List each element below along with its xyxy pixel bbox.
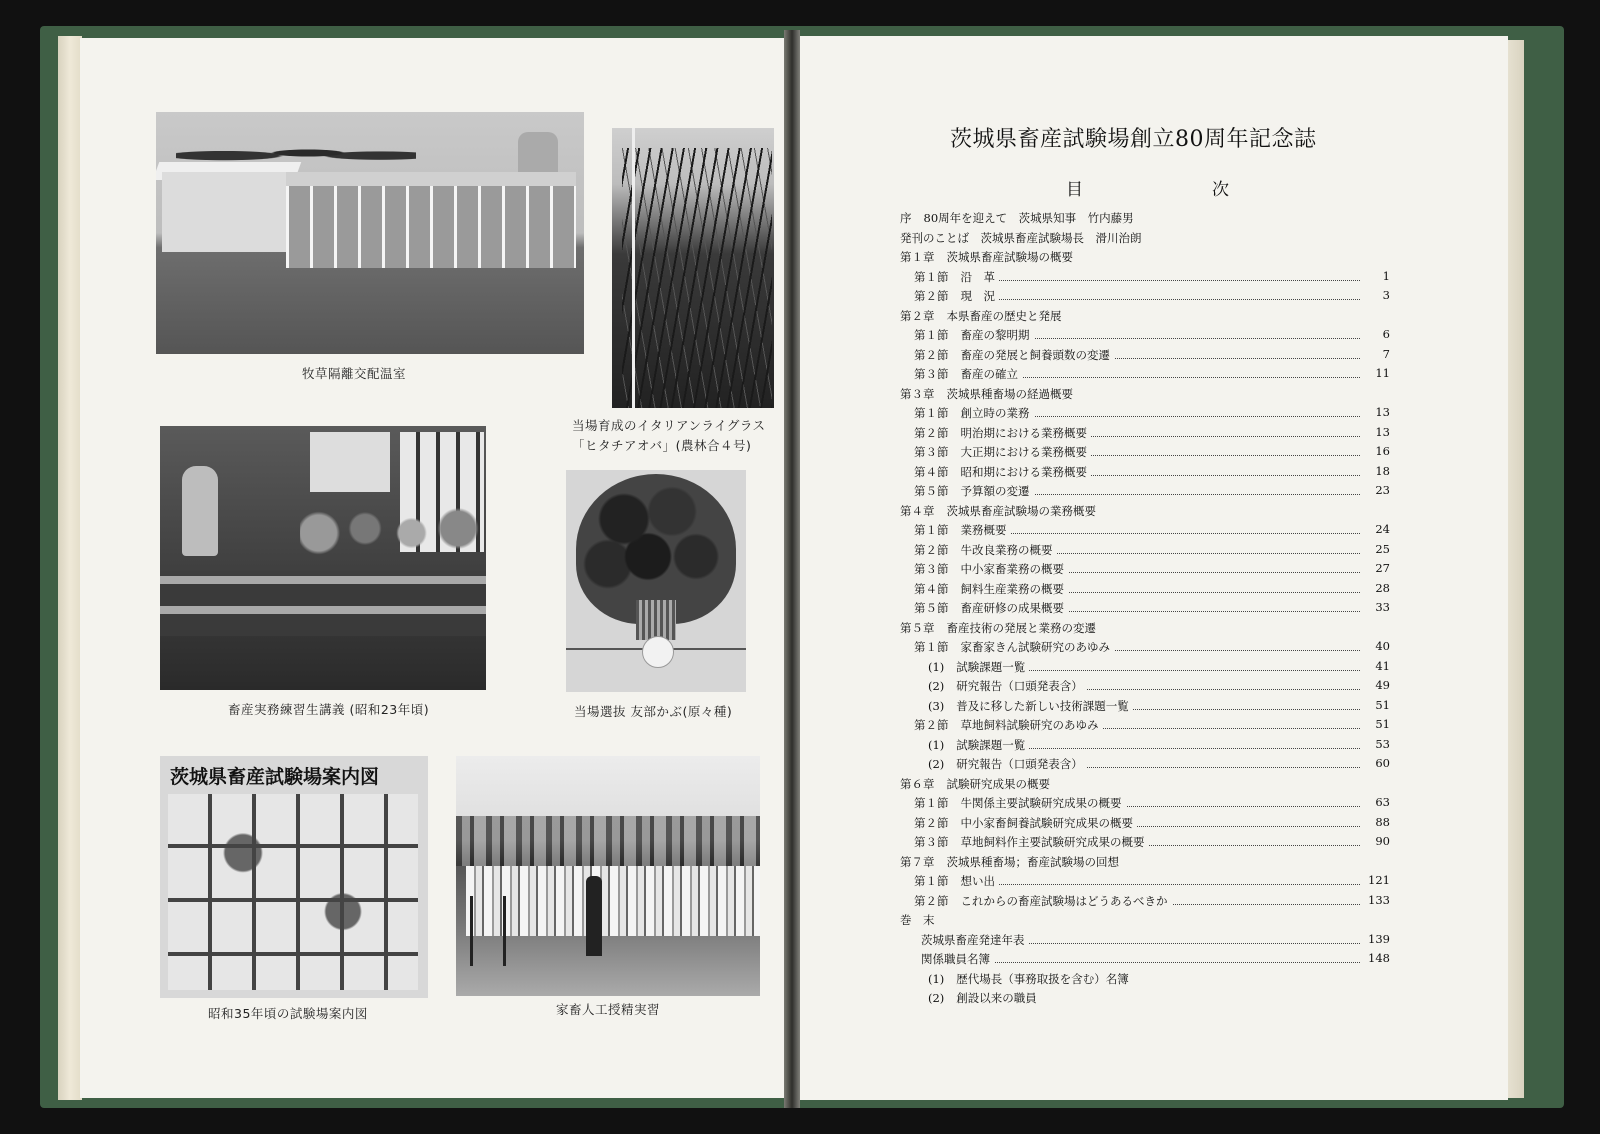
- toc-entry-title: 沿 革: [960, 269, 995, 284]
- toc-page-number: 51: [1362, 717, 1390, 731]
- book-gutter: [784, 30, 800, 1108]
- toc-entry: [900, 249, 1390, 269]
- classroom-lecture-photo: [160, 426, 486, 690]
- toc-entry-title: 試験課題一覧: [956, 659, 1026, 674]
- toc-entry: [900, 210, 1390, 230]
- toc-entry-number: 第３節: [914, 445, 949, 459]
- toc-entry-title: 草地飼料試験研究のあゆみ: [960, 718, 1099, 732]
- toc-entry-text: [914, 288, 999, 304]
- toc-entry: [900, 834, 1390, 854]
- toc-entry-title: 創立時の業務: [960, 406, 1030, 420]
- toc-page-number: 49: [1362, 678, 1390, 692]
- toc-entry-text: [914, 795, 1126, 811]
- toc-entry-title: 牛改良業務の概要: [960, 542, 1053, 557]
- toc-entry: [900, 425, 1390, 445]
- toc-entry-title: 茨城県畜産試験場の業務概要: [946, 503, 1096, 518]
- toc-entry-number: (2): [928, 757, 945, 771]
- toc-entry-number: 第５節: [914, 484, 949, 498]
- toc-entry-text: [914, 425, 1091, 441]
- toc-entry-number: 第１節: [914, 269, 949, 284]
- toc-entry-number: (2): [928, 991, 945, 1005]
- toc-entry-title: 飼料生産業務の概要: [960, 581, 1064, 596]
- toc-entry-text: [914, 873, 999, 889]
- greenhouse-caption: 牧草隔離交配温室: [302, 366, 407, 381]
- toc-entry: [900, 561, 1390, 581]
- toc-entry: [900, 698, 1390, 718]
- toc-entry-text: [914, 464, 1091, 480]
- toc-page-number: 60: [1362, 756, 1390, 770]
- toc-entry-title: 茨城県種畜場の経過概要: [946, 386, 1073, 401]
- toc-entry-text: [900, 503, 1100, 519]
- toc-page-number: 25: [1362, 542, 1390, 556]
- toc-entry: [900, 581, 1390, 601]
- toc-entry-text: [914, 444, 1091, 460]
- toc-entry-number: 第１節: [914, 406, 949, 420]
- toc-entry-title: 昭和期における業務概要: [960, 464, 1087, 479]
- toc-entry-text: [914, 405, 1034, 421]
- toc-entry-number: 第２節: [914, 893, 949, 908]
- toc-entry-text: [900, 230, 1146, 246]
- toc-page-number: 40: [1362, 639, 1390, 653]
- lecture-caption: 畜産実務練習生講義 (昭和23年頃): [228, 702, 430, 717]
- toc-entry-text: [914, 834, 1149, 850]
- toc-entry-number: 第６章: [900, 776, 935, 791]
- toc-entry: [900, 971, 1390, 991]
- left-page-edges: [58, 36, 82, 1100]
- toc-page-number: 11: [1362, 366, 1390, 380]
- book-title: 茨城県畜産試験場創立80周年記念誌: [950, 127, 1317, 152]
- toc-entry: [900, 756, 1390, 776]
- toc-entry-text: [914, 269, 999, 285]
- toc-page-number: 16: [1362, 444, 1390, 458]
- toc-entry-title: 想い出: [960, 874, 995, 888]
- toc-entry: [900, 873, 1390, 893]
- toc-dot-leader: [954, 280, 1360, 281]
- toc-page-number: 1: [1362, 269, 1390, 283]
- toc-entry: [900, 483, 1390, 503]
- toc-entry: [900, 347, 1390, 367]
- greenhouse-photo: [156, 112, 584, 354]
- right-page-edges: [1506, 40, 1524, 1098]
- map-sign-text: 茨城県畜産試験場案内図: [170, 766, 380, 788]
- toc-entry-title: 茨城県種畜場；畜産試験場の回想: [946, 854, 1119, 869]
- toc-entry-title: 茨城県畜産試験場の概要: [946, 250, 1073, 264]
- toc-entry-number: 第１節: [914, 874, 949, 888]
- toc-entry-title: 牛関係主要試験研究成果の概要: [960, 796, 1122, 810]
- toc-entry-number: 第１節: [914, 328, 949, 342]
- toc-entry: [900, 932, 1390, 952]
- toc-entry-number: 第３章: [900, 386, 935, 401]
- toc-entry-number: 巻 末: [900, 913, 935, 927]
- toc-entry: [900, 308, 1390, 328]
- toc-entry-text: [900, 210, 1138, 226]
- toc-entry: [900, 600, 1390, 620]
- toc-page-number: 139: [1362, 932, 1390, 946]
- toc-entry: [900, 659, 1390, 679]
- toc-entry-number: 第１節: [914, 523, 949, 537]
- toc-entry-number: 第７章: [900, 854, 935, 869]
- toc-page-number: 13: [1362, 405, 1390, 419]
- toc-dot-leader: [954, 884, 1360, 885]
- toc-entry-number: 第２節: [914, 347, 949, 362]
- toc-entry-number: 第１節: [914, 640, 949, 654]
- toc-entry-number: 第５節: [914, 601, 949, 615]
- toc-dot-leader: [954, 533, 1360, 534]
- turnip-photo: [566, 470, 746, 692]
- toc-entry-number: 序: [900, 211, 912, 225]
- toc-entry-number: 第５章: [900, 620, 935, 635]
- toc-entry-title: 試験課題一覧: [956, 737, 1026, 752]
- toc-page-number: 90: [1362, 834, 1390, 848]
- toc-entry-number: 第２節: [914, 718, 949, 732]
- toc-page-number: 24: [1362, 522, 1390, 536]
- toc-entry: [900, 990, 1390, 1010]
- toc-entry-title: 創設以来の職員: [956, 991, 1037, 1005]
- toc-entry: [900, 522, 1390, 542]
- toc-entry-title: 草地飼料作主要試験研究成果の概要: [960, 835, 1145, 849]
- toc-entry-text: [928, 990, 1041, 1006]
- toc-entry-text: [900, 912, 951, 928]
- toc-entry-title: 茨城県畜産発達年表: [921, 932, 1025, 947]
- toc-entry-title: 試験研究成果の概要: [946, 776, 1050, 791]
- toc-entry-number: (3): [928, 698, 945, 713]
- toc-entry: [900, 288, 1390, 308]
- toc-entry: [900, 503, 1390, 523]
- toc-page-number: 6: [1362, 327, 1390, 341]
- toc-entry-text: [914, 581, 1068, 597]
- ryegrass-caption-line-2: 「ヒタチアオバ」(農林合４号): [572, 438, 752, 453]
- toc-page-number: 13: [1362, 425, 1390, 439]
- toc-entry-title: 畜産の発展と飼養頭数の変遷: [960, 347, 1110, 362]
- toc-page-number: 88: [1362, 815, 1390, 829]
- toc-entry-text: [914, 815, 1137, 831]
- toc-entry-text: [914, 327, 1034, 343]
- toc-entry-title: 畜産の確立: [960, 367, 1018, 381]
- toc-entry-number: 第４章: [900, 503, 935, 518]
- toc-page-number: 3: [1362, 288, 1390, 302]
- toc-entry-text: [914, 561, 1068, 577]
- toc-entry-number: (2): [928, 679, 945, 693]
- toc-entry: [900, 678, 1390, 698]
- toc-entry-text: [914, 542, 1057, 558]
- toc-entry-text: [914, 639, 1114, 655]
- toc-entry-title: 畜産の黎明期: [960, 328, 1030, 342]
- toc-entry-title: 中小家畜飼養試験研究成果の概要: [960, 815, 1133, 830]
- toc-entry: [900, 776, 1390, 796]
- toc-entry-number: (1): [928, 659, 945, 674]
- insemination-caption: 家畜人工授精実習: [556, 1002, 661, 1017]
- toc-entry: [900, 854, 1390, 874]
- toc-entry-title: 関係職員名簿: [921, 952, 990, 966]
- toc-entry: [900, 444, 1390, 464]
- toc-entry-text: [921, 932, 1029, 948]
- toc-entry-title: 普及に移した新しい技術課題一覧: [956, 698, 1129, 713]
- toc-entry-text: [900, 776, 1054, 792]
- toc-page-number: 18: [1362, 464, 1390, 478]
- toc-entry-text: [900, 854, 1123, 870]
- toc-entry: [900, 542, 1390, 562]
- toc-entry-title: 業務概要: [960, 523, 1007, 537]
- toc-entry-number: 第２節: [914, 542, 949, 557]
- toc-entry: [900, 327, 1390, 347]
- toc-entry-number: 第１節: [914, 796, 949, 810]
- toc-page-number: 51: [1362, 698, 1390, 712]
- toc-entry: [900, 620, 1390, 640]
- toc-entry: [900, 951, 1390, 971]
- toc-entry-number: 第３節: [914, 835, 949, 849]
- site-map-photo: [160, 756, 428, 998]
- toc-entry-number: 第２章: [900, 308, 935, 323]
- toc-page-number: 23: [1362, 483, 1390, 497]
- toc-entry-number: 第２節: [914, 815, 949, 830]
- toc-entry-text: [914, 483, 1034, 499]
- toc-entry-number: 第３節: [914, 367, 949, 381]
- toc-entry-number: 第２節: [914, 289, 949, 303]
- toc-entry: [900, 366, 1390, 386]
- toc-page-number: 41: [1362, 659, 1390, 673]
- toc-entry-text: [921, 951, 994, 967]
- toc-entry-text: [900, 308, 1066, 324]
- toc-entry-number: (1): [928, 737, 945, 752]
- toc-entry: [900, 405, 1390, 425]
- ryegrass-caption-line-1: 当場育成のイタリアンライグラス: [572, 418, 766, 433]
- toc-entry-text: [914, 717, 1103, 733]
- toc-entry: [900, 464, 1390, 484]
- toc-entry-number: 第４節: [914, 464, 949, 479]
- toc-entry-text: [928, 756, 1087, 772]
- toc-entry-title: 80周年を迎えて 茨城県知事 竹内藤男: [923, 211, 1134, 225]
- toc-entry-text: [900, 620, 1100, 636]
- toc-entry: [900, 386, 1390, 406]
- toc-entry-text: [900, 249, 1077, 265]
- toc-page-number: 63: [1362, 795, 1390, 809]
- toc-heading-2: 次: [1212, 180, 1229, 200]
- toc-entry-title: 研究報告（口頭発表含）: [956, 757, 1083, 771]
- toc-entry-title: 家畜家きん試験研究のあゆみ: [960, 640, 1110, 654]
- toc-entry-text: [928, 737, 1029, 753]
- toc-heading-1: 目: [1066, 180, 1083, 200]
- toc-page-number: 53: [1362, 737, 1390, 751]
- toc-entry: [900, 795, 1390, 815]
- toc-entry-text: [928, 698, 1133, 714]
- toc-entry: [900, 639, 1390, 659]
- toc-entry: [900, 717, 1390, 737]
- toc-entry-text: [914, 522, 1011, 538]
- toc-entry: [900, 230, 1390, 250]
- toc-entry-title: 発刊のことば 茨城県畜産試験場長 滑川治朗: [900, 230, 1142, 245]
- toc-entry-number: (1): [928, 971, 945, 986]
- turnip-caption: 当場選抜 友部かぶ(原々種): [574, 704, 733, 719]
- toc-page-number: 27: [1362, 561, 1390, 575]
- ryegrass-photo: [612, 128, 774, 408]
- toc-entry: [900, 912, 1390, 932]
- toc-entry-text: [914, 600, 1068, 616]
- toc-entry-text: [928, 971, 1133, 987]
- toc-page-number: 33: [1362, 600, 1390, 614]
- toc-page-number: 7: [1362, 347, 1390, 361]
- insemination-practice-photo: [456, 756, 760, 996]
- toc-dot-leader: [954, 299, 1360, 300]
- toc-page-number: 148: [1362, 951, 1390, 965]
- toc-entry-text: [900, 386, 1077, 402]
- toc-entry-title: これからの畜産試験場はどうあるべきか: [960, 893, 1168, 908]
- toc-entry-text: [914, 347, 1114, 363]
- toc-entry-title: 本県畜産の歴史と発展: [946, 308, 1062, 323]
- toc-page-number: 133: [1362, 893, 1390, 907]
- toc-entry-text: [928, 659, 1029, 675]
- toc-entry: [900, 737, 1390, 757]
- toc-entry-title: 予算額の変遷: [960, 484, 1030, 498]
- toc-entry: [900, 815, 1390, 835]
- toc-entry-text: [928, 678, 1087, 694]
- toc-entry-number: 第１章: [900, 250, 935, 264]
- toc-entry-title: 歴代場長（事務取扱を含む）名簿: [956, 971, 1129, 986]
- toc-entry-text: [914, 893, 1172, 909]
- toc-entry-text: [914, 366, 1022, 382]
- toc-entry-title: 畜産技術の発展と業務の変遷: [946, 620, 1096, 635]
- toc-entry-title: 畜産研修の成果概要: [960, 601, 1064, 615]
- toc-entry-title: 明治期における業務概要: [960, 425, 1087, 440]
- toc-page-number: 28: [1362, 581, 1390, 595]
- toc-dot-leader: [961, 962, 1360, 963]
- toc-entry: [900, 269, 1390, 289]
- toc-entry-title: 大正期における業務概要: [960, 445, 1087, 459]
- toc-entry-title: 現 況: [960, 289, 995, 303]
- map-caption: 昭和35年頃の試験場案内図: [208, 1006, 368, 1021]
- toc-entry-number: 第２節: [914, 425, 949, 440]
- toc-page-number: 121: [1362, 873, 1390, 887]
- toc-entry-title: 研究報告（口頭発表含）: [956, 679, 1083, 693]
- toc-entry-title: 中小家畜業務の概要: [960, 562, 1064, 576]
- toc-entry-number: 第３節: [914, 562, 949, 576]
- toc-entry: [900, 893, 1390, 913]
- toc-entry-number: 第４節: [914, 581, 949, 596]
- table-of-contents: [900, 210, 1390, 1010]
